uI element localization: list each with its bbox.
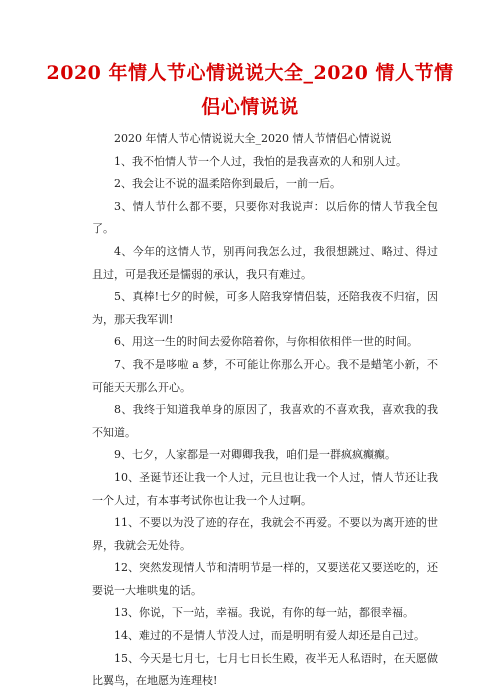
paragraph-7: 7、我不是哆啦 a 梦，不可能让你那么开心。我不是蜡笔小新，不可能天天那么开心。 (92, 357, 438, 394)
paragraph-1: 1、我不怕情人节一个人过，我怕的是我喜欢的人和别人过。 (114, 154, 407, 168)
paragraph-2: 2、我会让不说的温柔陪你到最后，一前一后。 (114, 177, 341, 191)
paragraph-3: 3、情人节什么都不要，只要你对我说声：以后你的情人节我全包了。 (92, 199, 438, 236)
paragraph-9: 9、七夕，人家都是一对卿卿我我，咱们是一群疯疯癫癫。 (114, 448, 396, 462)
paragraph-13: 13、你说，下一站，幸福。我说，有你的每一站，都很幸福。 (114, 606, 414, 620)
paragraph-10: 10、圣诞节还让我一个人过，元旦也让我一个人过，情人节还让我一个人过，有本事考试你也让我一个人过啊。 (92, 470, 438, 507)
paragraph-14: 14、难过的不是情人节没人过，而是明明有爱人却还是自己过。 (114, 629, 425, 643)
paragraph-12: 12、突然发现情人节和清明节是一样的，又要送花又要送吃的，还要说一大堆哄鬼的话。 (92, 561, 438, 597)
paragraph-5: 5、真棒!七夕的时候，可多人陪我穿情侣装，还陪我夜不归宿，因为，那天我军训! (92, 290, 438, 326)
document-body (92, 128, 438, 693)
paragraph-6: 6、用这一生的时间去爱你陪着你，与你相依相伴一世的时间。 (114, 335, 418, 349)
paragraph-4: 4、今年的这情人节，别再问我怎么过，我很想跳过、略过、得过且过，可是我还是懦弱的承认，我只有难过。 (92, 244, 438, 281)
paragraph-8: 8、我终于知道我单身的原因了，我喜欢的不喜欢我，喜欢我的我不知道。 (92, 403, 438, 439)
document-title: 2020 年情人节心情说说大全_2020 情人节情侣心情说说 (46, 62, 454, 118)
document-subtitle: 2020 年情人节心情说说大全_2020 情人节情侣心情说说 (114, 132, 392, 145)
paragraph-11: 11、不要以为没了迹的存在，我就会不再爱。不要以为离开迹的世界，我就会无处待。 (92, 516, 438, 552)
paragraph-15: 15、今天是七月七，七月七日长生殿，夜半无人私语时，在天愿做比翼鸟，在地愿为连理枝! (92, 651, 438, 688)
